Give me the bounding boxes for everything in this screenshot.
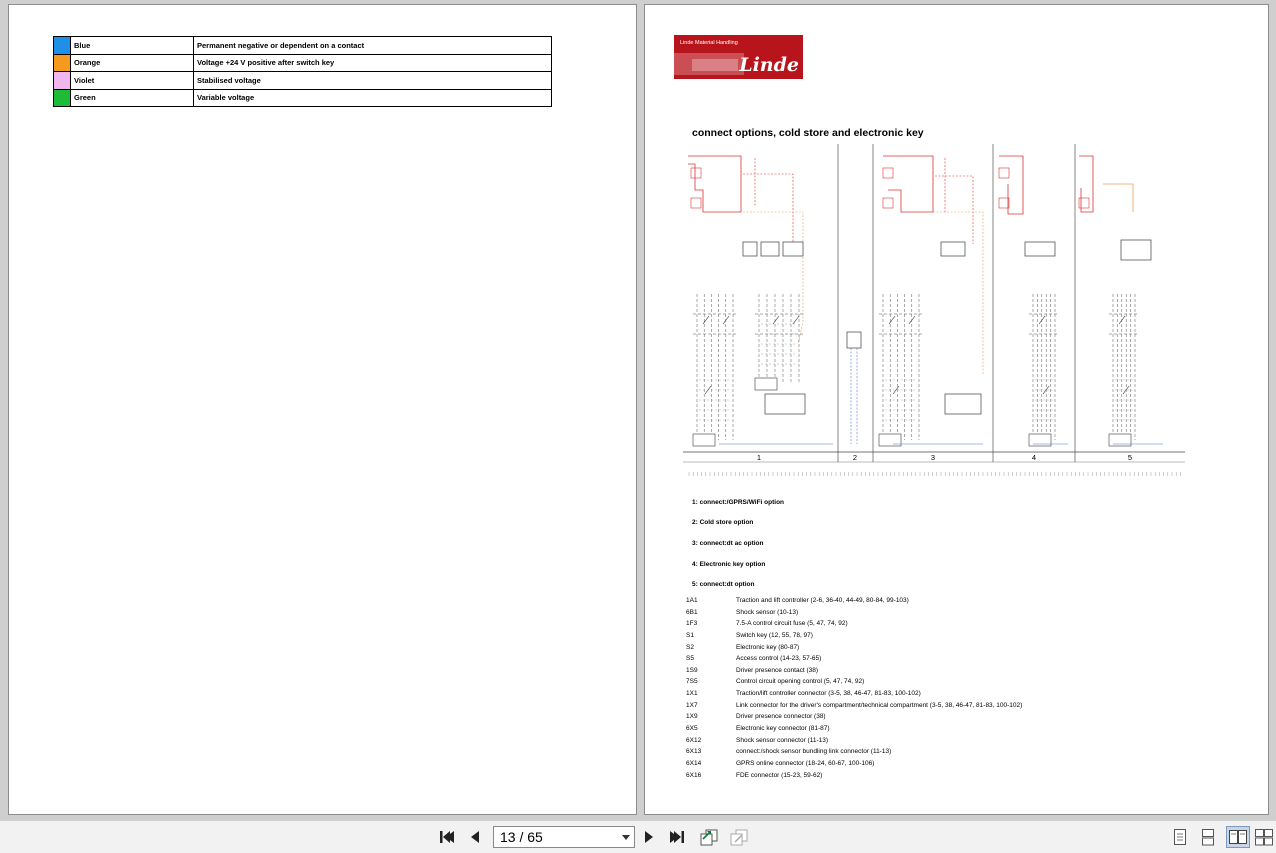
connector-box <box>693 434 715 446</box>
component-code: 1X9 <box>686 713 698 721</box>
switched-wire <box>933 212 983 374</box>
component-code: S2 <box>686 643 694 651</box>
single-page-view-button[interactable] <box>1168 826 1192 848</box>
switch-contact <box>909 316 915 324</box>
continuous-page-icon <box>1201 828 1215 846</box>
component-row <box>686 655 1226 667</box>
page-number-select[interactable] <box>493 826 635 848</box>
color-meaning: Permanent negative or dependent on a contact <box>194 37 552 55</box>
component-description: Access control (14-23, 57-65) <box>736 655 822 663</box>
component-code: 6X12 <box>686 736 702 744</box>
component-row <box>686 702 1226 714</box>
section-number: 2 <box>852 453 858 462</box>
page-title: connect options, cold store and electronic key <box>692 127 924 139</box>
color-meaning: Variable voltage <box>194 89 552 107</box>
switch-contact <box>773 316 779 324</box>
component-description: Traction and lift controller (2-6, 36-40, 44-49, 80-84, 99-103) <box>736 597 909 604</box>
component-description: Electronic key (80-87) <box>736 643 800 651</box>
single-page-icon <box>1173 828 1187 846</box>
next-page-icon <box>643 830 655 844</box>
component-description: Electronic key connector (81-87) <box>736 725 830 733</box>
module-box <box>761 242 779 256</box>
color-meaning: Voltage +24 V positive after switch key <box>194 54 552 72</box>
color-swatch <box>54 54 71 72</box>
component-row <box>686 678 1226 690</box>
module-box <box>941 242 965 256</box>
component-row <box>686 609 1226 621</box>
two-page-icon <box>1228 829 1248 845</box>
component-description: Driver presence connector (38) <box>736 713 826 721</box>
color-meaning: Stabilised voltage <box>194 72 552 90</box>
last-page-icon <box>669 830 685 844</box>
component-description: Shock sensor (10-13) <box>736 608 799 616</box>
connector-box <box>755 378 777 390</box>
color-swatch <box>54 37 71 55</box>
module-box <box>743 242 757 256</box>
component-code: S1 <box>686 631 694 639</box>
component-code: 6X16 <box>686 771 702 779</box>
wiring-schematic <box>683 144 1185 484</box>
option-label-5: 5: connect:dt option <box>692 581 755 588</box>
fuse-box <box>691 168 701 178</box>
component-list <box>686 597 1226 783</box>
go-back-button[interactable] <box>698 828 720 846</box>
ground-wire <box>851 348 857 444</box>
option-label-3: 3: connect:dt ac option <box>692 540 764 547</box>
component-description: GPRS online connector (18-24, 60-67, 100-106) <box>736 759 875 767</box>
color-swatch <box>54 72 71 90</box>
section-number: 1 <box>756 453 762 462</box>
fuse-box <box>883 198 893 208</box>
component-description: 7.5-A control circuit fuse (5, 47, 74, 92) <box>736 620 848 628</box>
page-indicator: 13 / 65 <box>500 829 543 845</box>
section-number: 3 <box>930 453 936 462</box>
color-name: Orange <box>71 54 194 72</box>
power-wire <box>743 158 793 244</box>
color-name: Green <box>71 89 194 107</box>
module-box <box>1121 240 1151 260</box>
component-row <box>686 597 1226 609</box>
component-code: 7S5 <box>686 678 698 686</box>
component-code: 6X5 <box>686 725 698 733</box>
component-row <box>686 644 1226 656</box>
legend-row <box>54 37 552 55</box>
section-number: 4 <box>1031 453 1037 462</box>
switched-wire <box>743 212 803 344</box>
document-page-right <box>644 4 1269 815</box>
continuous-view-button[interactable] <box>1196 826 1220 848</box>
fuse-box <box>883 168 893 178</box>
section-number: 5 <box>1127 453 1133 462</box>
component-row <box>686 772 1226 784</box>
power-wire <box>999 156 1023 214</box>
switch-contact <box>889 316 895 324</box>
legend-row <box>54 54 552 72</box>
legend-row <box>54 72 552 90</box>
switched-wire <box>1103 184 1133 212</box>
two-page-view-button[interactable] <box>1226 826 1250 848</box>
switch-contact <box>1039 316 1045 324</box>
module-box <box>945 394 981 414</box>
chevron-down-icon <box>622 835 630 840</box>
color-swatch <box>54 89 71 107</box>
component-description: Link connector for the driver's compartment/technical compartment (3-5, 38, 46-47, 81-83, 100-102) <box>736 701 1023 709</box>
component-row <box>686 725 1226 737</box>
component-code: 1A1 <box>686 597 698 604</box>
two-page-continuous-view-button[interactable] <box>1253 826 1275 848</box>
component-code: 6X14 <box>686 759 702 767</box>
go-forward-button[interactable] <box>728 828 750 846</box>
linde-logo <box>674 35 803 79</box>
option-label-2: 2: Cold store option <box>692 519 754 526</box>
logo-brand: Linde <box>739 54 799 76</box>
back-view-icon <box>699 828 719 846</box>
color-name: Blue <box>71 37 194 55</box>
fuse-box <box>691 198 701 208</box>
previous-page-icon <box>469 830 481 844</box>
component-row <box>686 713 1226 725</box>
viewer-toolbar <box>0 820 1276 853</box>
next-page-button[interactable] <box>640 828 658 846</box>
component-description: FDE connector (15-23, 59-62) <box>736 771 823 779</box>
power-wire <box>935 158 973 244</box>
switch-contact <box>705 386 711 394</box>
fuse-box <box>999 198 1009 208</box>
first-page-icon <box>439 830 455 844</box>
two-page-continuous-icon <box>1254 828 1274 846</box>
switch-contact <box>1119 316 1125 324</box>
component-row <box>686 620 1226 632</box>
module-box <box>765 394 805 414</box>
fuse-box <box>1079 198 1089 208</box>
switch-contact <box>703 316 709 324</box>
module-box <box>783 242 803 256</box>
component-code: S5 <box>686 655 694 663</box>
component-description: Shock sensor connector (11-13) <box>736 736 829 744</box>
component-code: 1F3 <box>686 620 698 628</box>
component-description: Driver presence contact (38) <box>736 666 819 674</box>
option-label-1: 1: connect:/GPRS/WiFi option <box>692 499 785 506</box>
component-row <box>686 737 1226 749</box>
last-page-button[interactable] <box>668 828 686 846</box>
component-row <box>686 690 1226 702</box>
module-box <box>1025 242 1055 256</box>
component-code: 6B1 <box>686 608 698 616</box>
power-wire <box>688 156 741 212</box>
component-description: connect:/shock sensor bundling link connector (11-13) <box>736 748 892 756</box>
logo-tagline: Linde Material Handling <box>680 40 738 46</box>
switch-contact <box>793 316 799 324</box>
wire-color-legend <box>53 36 552 107</box>
legend-row <box>54 89 552 107</box>
first-page-button[interactable] <box>438 828 456 846</box>
component-code: 1S9 <box>686 666 698 674</box>
component-code: 6X13 <box>686 748 702 756</box>
component-description: Control circuit opening control (5, 47, 74, 92) <box>736 678 865 686</box>
previous-page-button[interactable] <box>466 828 484 846</box>
power-wire <box>883 156 933 212</box>
component-description: Switch key (12, 55, 78, 97) <box>736 631 813 639</box>
component-description: Traction/lift controller connector (3-5, 38, 46-47, 81-83, 100-102) <box>736 690 921 698</box>
color-name: Violet <box>71 72 194 90</box>
document-page-left <box>8 4 637 815</box>
component-row <box>686 748 1226 760</box>
option-label-4: 4: Electronic key option <box>692 561 766 568</box>
component-code: 1X7 <box>686 701 698 709</box>
switch-contact <box>723 316 729 324</box>
fuse-box <box>999 168 1009 178</box>
module-box <box>847 332 861 348</box>
component-code: 1X1 <box>686 690 698 698</box>
power-wire <box>1079 156 1093 212</box>
component-row <box>686 667 1226 679</box>
component-row <box>686 632 1226 644</box>
component-row <box>686 760 1226 772</box>
forward-view-icon <box>729 828 749 846</box>
